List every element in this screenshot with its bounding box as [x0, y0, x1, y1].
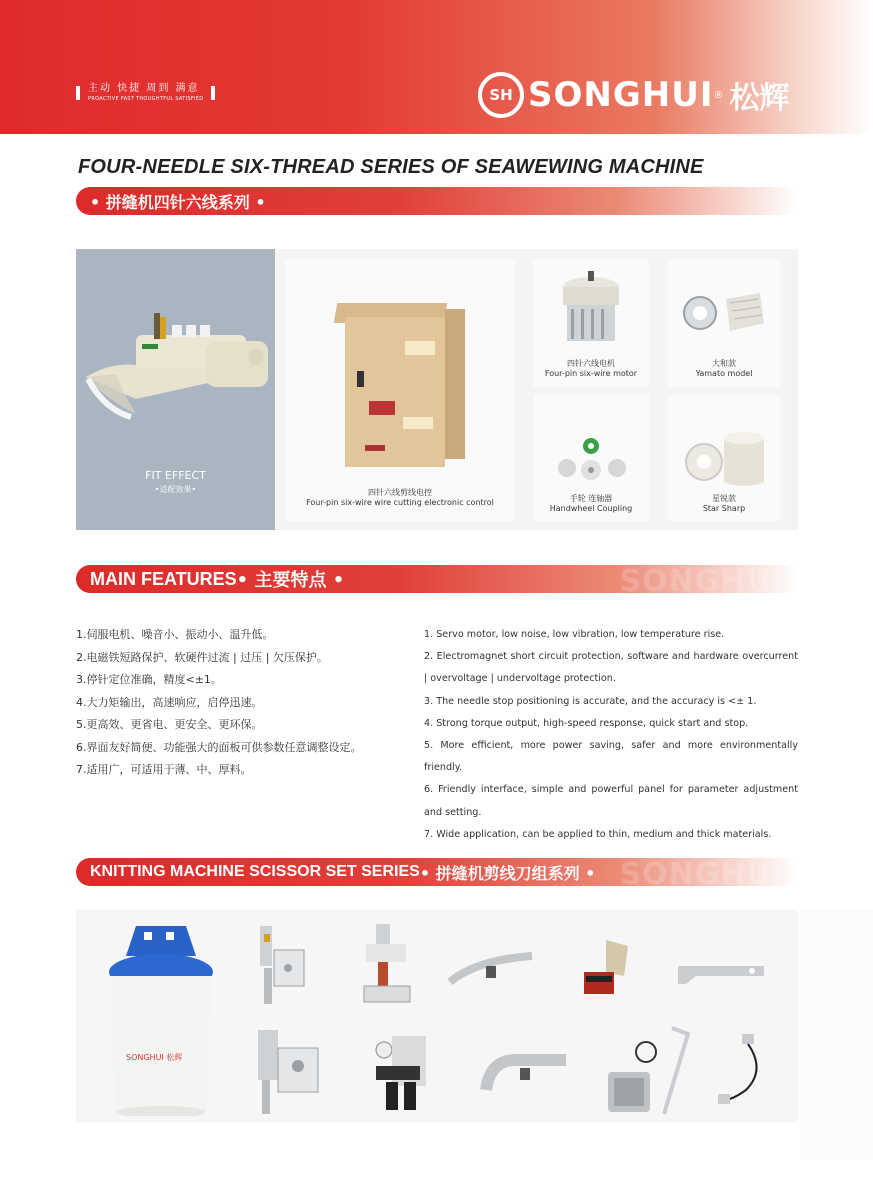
star-sharp-image: [668, 394, 780, 490]
yamato-caption-cn: 大和款: [712, 359, 736, 368]
scissor-parts-gallery: [76, 910, 798, 1122]
slogan-cn: 主动 快捷 周到 满意: [88, 83, 200, 94]
fit-effect-panel: [76, 249, 275, 530]
product-card-star-sharp: [668, 394, 780, 521]
sensor-cable-image: [716, 1030, 776, 1110]
cutter-assembly-2-image: [348, 918, 428, 1010]
oil-bucket-image: [96, 916, 226, 1116]
main-features-label-en: MAIN FEATURES: [90, 568, 237, 589]
slogan-en: PROACTIVE FAST THOUGHTFUL SATISFIED: [88, 96, 204, 102]
page-title: FOUR-NEEDLE SIX-THREAD SERIES OF SEAWEWING MACHINE: [78, 156, 704, 178]
control-box-caption-en: Four-pin six-wire wire cutting electronic control: [306, 498, 494, 507]
decorative-side-block: [800, 910, 873, 1160]
control-box-image: [285, 259, 515, 479]
yamato-parts-image: [668, 259, 780, 355]
features-list-cn: [76, 624, 406, 782]
product-card-handwheel: [533, 394, 649, 521]
foot-pedal-image: [602, 1022, 698, 1118]
feature-item-en: 7. Wide application, can be applied to thin, medium and thick materials.: [424, 828, 772, 840]
registered-mark: ®: [713, 89, 724, 101]
feature-item-cn: 1.伺服电机、噪音小、振动小、温升低。: [76, 628, 274, 641]
bucket-logo: SONGHUI 松辉: [126, 1053, 183, 1062]
curved-tube-image: [446, 946, 538, 990]
section-series-label: • 拼缝机四针六线系列 •: [90, 192, 266, 212]
fit-effect-en: FIT EFFECT: [145, 469, 206, 482]
yamato-caption-en: Yamato model: [695, 369, 753, 378]
slogan-right-bar: [211, 86, 215, 100]
feature-item-cn: 2.电磁铁短路保护、软硬件过流 | 过压 | 欠压保护。: [76, 650, 328, 664]
handwheel-caption-en: Handwheel Coupling: [549, 504, 633, 513]
sewing-machine-image: [76, 249, 275, 449]
main-features-heading: [76, 564, 798, 599]
feature-item-en: 3. The needle stop positioning is accurate, and the accuracy is <± 1.: [424, 695, 757, 707]
brand-name: SONGHUI: [528, 75, 714, 115]
logo-mark-icon: SH: [478, 72, 524, 118]
feature-item-cn: 6.界面友好简便、功能强大的面板可供参数任意调整设定。: [76, 740, 362, 754]
features-list-en: [424, 624, 798, 846]
feature-item-en: 5. More efficient, more power saving, safer and more environmentally friendly.: [424, 740, 798, 774]
scissor-series-label-en: KNITTING MACHINE SCISSOR SET SERIES: [90, 863, 420, 880]
scissor-series-label-cn: • 拼缝机剪线刀组系列 •: [419, 863, 596, 883]
cutter-assembly-1-image: [246, 920, 316, 1010]
product-showcase: [76, 249, 798, 530]
slogan-left-bar: [76, 86, 80, 100]
main-features-label-cn: • 主要特点 •: [236, 570, 345, 591]
servo-motor-image: [533, 259, 649, 355]
flat-bracket-image: [672, 958, 772, 988]
handwheel-image: [533, 394, 649, 490]
product-card-yamato: [668, 259, 780, 387]
feature-item-en: 1. Servo motor, low noise, low vibration, low temperature rise.: [424, 629, 725, 640]
handwheel-caption-cn: 手轮 连轴器: [569, 494, 613, 503]
sensor-bracket-image: [576, 936, 646, 1006]
brand-name-cn: 松辉: [729, 81, 790, 116]
fit-effect-cn: •适配效果•: [154, 485, 197, 494]
product-card-control-box: [285, 259, 515, 521]
heading-watermark: SONGHUI: [619, 857, 784, 892]
product-card-motor: [533, 259, 649, 387]
feature-item-cn: 3.停针定位准确，精度<±1。: [76, 673, 222, 686]
star-sharp-caption-cn: 星锐款: [712, 494, 736, 503]
air-valve-assembly-image: [362, 1026, 442, 1116]
heading-watermark: SONGHUI: [619, 564, 784, 599]
scissor-series-heading: [76, 857, 798, 892]
elbow-tube-image: [476, 1040, 576, 1100]
feature-item-en: 6. Friendly interface, simple and powerful panel for parameter adjustment and setting.: [424, 784, 798, 818]
slogan: [76, 82, 215, 104]
feature-item-cn: 5.更高效、更省电、更安全、更环保。: [76, 718, 263, 731]
brand-logo: [478, 72, 789, 118]
motor-caption-cn: 四针六线电机: [567, 359, 615, 368]
feature-item-en: 2. Electromagnet short circuit protection, software and hardware overcurrent | overvoltage | undervoltage protection.: [424, 651, 798, 685]
feature-item-cn: 4.大力矩输出，高速响应，启停迅速。: [76, 695, 263, 709]
star-sharp-caption-en: Star Sharp: [702, 504, 746, 513]
section-series-heading: [76, 187, 798, 215]
cutter-assembly-3-image: [246, 1026, 326, 1118]
motor-caption-en: Four-pin six-wire motor: [544, 369, 638, 378]
control-box-caption-cn: 四针六线剪线电控: [368, 488, 432, 497]
feature-item-cn: 7.适用广，可适用于薄、中、厚料。: [76, 763, 252, 776]
feature-item-en: 4. Strong torque output, high-speed response, quick start and stop.: [424, 717, 749, 729]
